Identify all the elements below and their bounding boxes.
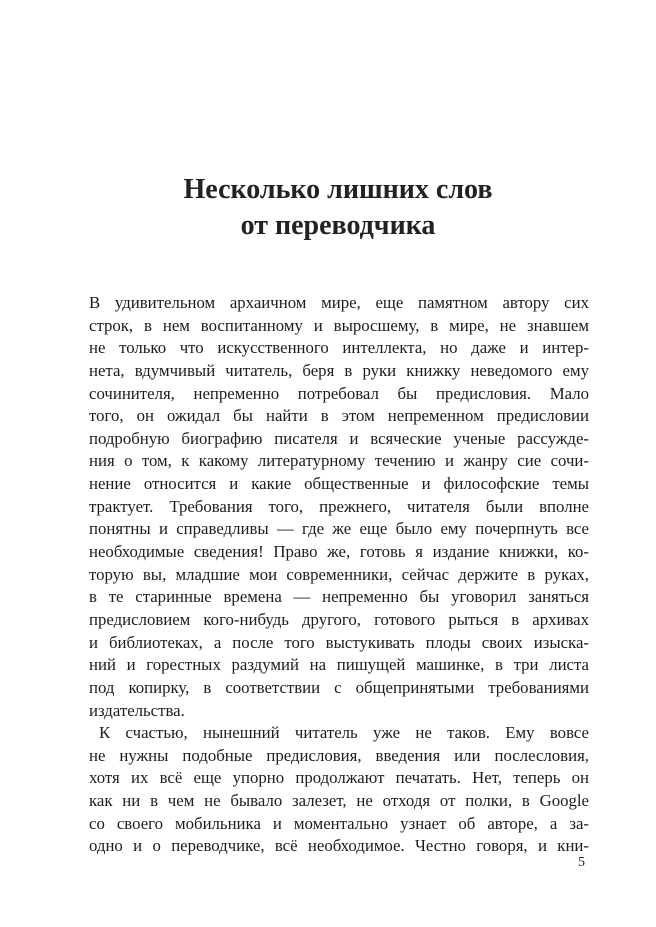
text-line: в те старинные времена — непременно бы уговорил заняться xyxy=(89,587,589,607)
text-line: одно и о переводчике, всё необходимое. Честно говоря, и кни- xyxy=(89,836,589,856)
text-line: со своего мобильника и моментально узнает об авторе, а за- xyxy=(89,813,589,833)
text-line: как ни в чем не бывало залезет, не отходя от полки, в Google xyxy=(89,791,589,811)
text-line: подробную биографию писателя и всяческие ученые рассужде- xyxy=(89,428,589,448)
paragraph-2 xyxy=(89,722,589,858)
paragraph-1 xyxy=(89,292,589,722)
text-line: хотя их всё еще упорно продолжают печатать. Нет, теперь он xyxy=(89,768,589,788)
text-line: ний и горестных раздумий на пишущей машинке, в три листа xyxy=(89,655,589,675)
text-line: понятны и справедливы — где же еще было ему почерпнуть все xyxy=(89,519,589,539)
text-line: торую вы, младшие мои современники, сейчас держите в руках, xyxy=(89,564,589,584)
text-line: В удивительном архаичном мире, еще памятном автору сих xyxy=(89,293,589,312)
text-line: издательства. xyxy=(89,700,185,720)
chapter-title-line-2: от переводчика xyxy=(240,210,436,241)
text-line: трактует. Требования того, прежнего, читателя были вполне xyxy=(89,496,589,516)
text-line: нение относится и какие общественные и философские темы xyxy=(89,474,589,494)
chapter-title xyxy=(0,172,656,244)
text-line: К счастью, нынешний читатель уже не таков. Ему вовсе xyxy=(99,723,589,743)
text-line: под копирку, в соответствии с общепринятыми требованиями xyxy=(89,677,589,697)
text-line: не только что искусственного интеллекта, но даже и интер- xyxy=(89,338,589,358)
text-line: необходимые сведения! Право же, готовь я издание книжки, ко- xyxy=(89,542,589,562)
text-line: нета, вдумчивый читатель, беря в руки книжку неведомого ему xyxy=(89,360,589,380)
text-line: строк, в нем воспитанному и выросшему, в мире, не знавшем xyxy=(89,315,589,335)
chapter-title-line-1: Несколько лишних слов xyxy=(183,174,493,205)
text-line: и библиотеках, а после того выстукивать плоды своих изыска- xyxy=(89,632,589,652)
page-number: 5 xyxy=(578,855,585,870)
text-line: ния о том, к какому литературному течению и жанру сие сочи- xyxy=(89,451,589,471)
text-line: сочинителя, непременно потребовал бы предисловия. Мало xyxy=(89,383,589,403)
text-line: того, он ожидал бы найти в этом непременном предисловии xyxy=(89,406,589,426)
text-line: не нужны подобные предисловия, введения или послесловия, xyxy=(89,745,589,765)
body-text xyxy=(89,292,589,858)
text-line: предисловием кого-нибудь другого, готового рыться в архивах xyxy=(89,609,589,629)
